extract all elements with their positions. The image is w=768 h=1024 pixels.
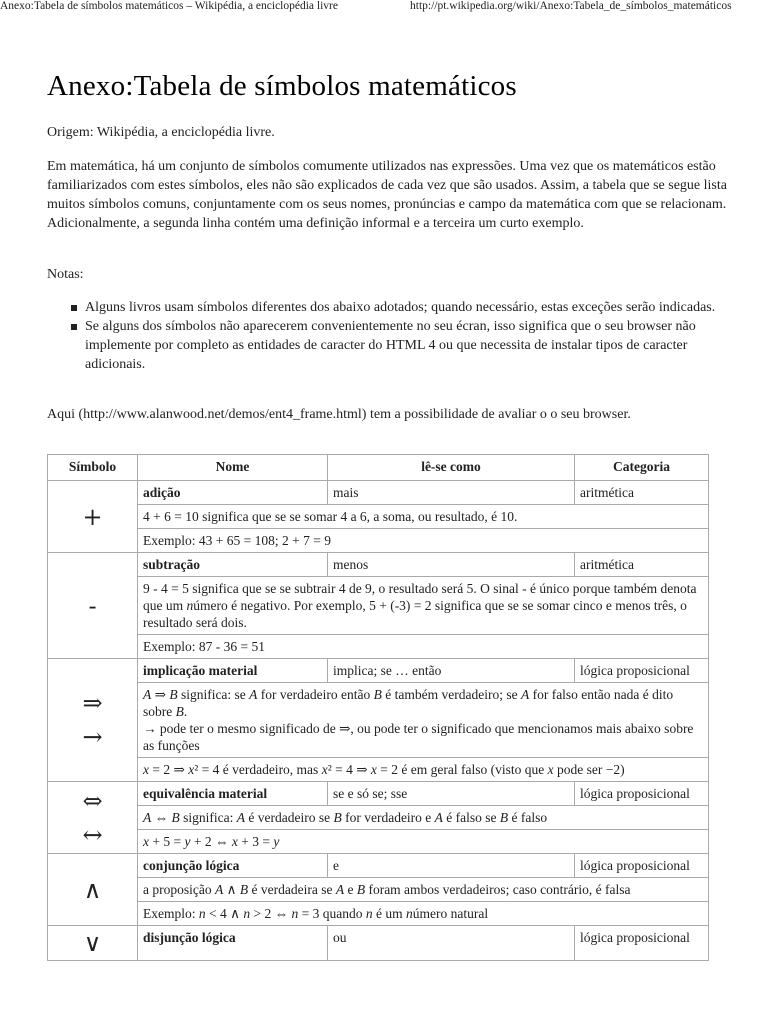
symbols-table bbox=[47, 454, 709, 961]
col-header-symbol: Símbolo bbox=[48, 455, 138, 481]
notes-label: Notas: bbox=[47, 267, 84, 282]
symbol-glyph: - bbox=[88, 591, 97, 620]
col-header-reading: lê-se como bbox=[328, 455, 575, 481]
symbol-glyph: → bbox=[82, 723, 103, 751]
table-row bbox=[48, 659, 709, 683]
symbol-reading: e bbox=[328, 854, 575, 878]
table-row bbox=[48, 553, 709, 577]
table-row bbox=[48, 806, 709, 830]
intro-paragraph: Em matemática, há um conjunto de símbolos comumente utilizados nas expressões. Uma vez que os matemáticos estão familiarizados com estes símbolos, eles não são explicados de cada vez que são usados. Assim, a tabela que se segue lista muitos símbolos comuns, conjuntamente com os seus nomes, pronúncias e campo da matemática com que se relacionam. Adicionalmente, a segunda linha contém uma definição informal e a terceira um curto exemplo. bbox=[47, 159, 727, 231]
origin-text: Origem: Wikipédia, a enciclopédia livre. bbox=[47, 125, 275, 140]
symbol-cell bbox=[48, 659, 138, 782]
symbol-cell bbox=[48, 782, 138, 854]
col-header-name: Nome bbox=[138, 455, 328, 481]
symbol-glyph: ∨ bbox=[83, 929, 102, 957]
table-row bbox=[48, 635, 709, 659]
browser-page-title: Anexo:Tabela de símbolos matemáticos – Wikipédia, a enciclopédia livre bbox=[0, 0, 338, 12]
symbol-example: Exemplo: 43 + 65 = 108; 2 + 7 = 9 bbox=[138, 529, 709, 553]
table-row bbox=[48, 854, 709, 878]
table-header-row bbox=[48, 455, 709, 481]
symbol-reading: se e só se; sse bbox=[328, 782, 575, 806]
symbol-name: equivalência material bbox=[138, 782, 328, 806]
notes-list bbox=[47, 298, 727, 374]
table-row bbox=[48, 505, 709, 529]
symbol-reading: mais bbox=[328, 481, 575, 505]
symbol-name: adição bbox=[138, 481, 328, 505]
table-row bbox=[48, 577, 709, 635]
symbol-definition bbox=[138, 577, 709, 635]
definition-line: → pode ter o mesmo significado de ⇒, ou pode ter o significado que mencionamos mais abaixo sobre as funções bbox=[143, 721, 694, 753]
table-row bbox=[48, 782, 709, 806]
definition-line: a proposição A ∧ B é verdadeira se A e B foram ambos verdadeiros; caso contrário, é falsa bbox=[143, 882, 631, 897]
symbol-example: Exemplo: n < 4 ∧ n > 2 ⇔ n = 3 quando n é um número natural bbox=[138, 902, 709, 926]
bullet-icon bbox=[71, 324, 77, 330]
note-item: Se alguns dos símbolos não aparecerem convenientemente no seu écran, isso significa que o seu browser não implemente por completo as entidades de caracter do HTML 4 ou que necessita de instalar tipos de caracter adicionais. bbox=[47, 317, 727, 374]
symbol-name: implicação material bbox=[138, 659, 328, 683]
table-row bbox=[48, 878, 709, 902]
definition-line: A ⇔ B significa: A é verdadeiro se B for verdadeiro e A é falso se B é falso bbox=[143, 810, 548, 825]
symbol-cell bbox=[48, 926, 138, 961]
table-row bbox=[48, 926, 709, 961]
symbol-category: lógica proposicional bbox=[575, 659, 709, 683]
symbol-reading: implica; se … então bbox=[328, 659, 575, 683]
symbol-cell bbox=[48, 854, 138, 926]
symbol-reading: ou bbox=[328, 926, 575, 961]
symbol-glyph: ⇒ bbox=[82, 689, 103, 717]
browser-url: http://pt.wikipedia.org/wiki/Anexo:Tabela_de_símbolos_matemáticos bbox=[410, 0, 732, 12]
bullet-icon bbox=[71, 305, 77, 311]
definition-line: 9 - 4 = 5 significa que se se subtrair 4 de 9, o resultado será 5. O sinal - é único porque também denota que um número é negativo. Por exemplo, 5 + (-3) = 2 significa que se se somar cinco e menos três, o resultado será dois. bbox=[143, 581, 697, 630]
symbol-name: disjunção lógica bbox=[138, 926, 328, 961]
symbol-name: subtração bbox=[138, 553, 328, 577]
symbol-glyph: ∧ bbox=[83, 875, 102, 904]
definition-line: A ⇒ B significa: se A for verdadeiro então B é também verdadeiro; se A for falso então nada é dito sobre B. bbox=[143, 687, 674, 719]
table-row bbox=[48, 902, 709, 926]
symbol-example: Exemplo: 87 - 36 = 51 bbox=[138, 635, 709, 659]
symbol-definition bbox=[138, 505, 709, 529]
symbol-category: lógica proposicional bbox=[575, 782, 709, 806]
table-row bbox=[48, 758, 709, 782]
browser-test-link-text[interactable]: Aqui (http://www.alanwood.net/demos/ent4_frame.html) tem a possibilidade de avaliar o o seu browser. bbox=[47, 407, 631, 422]
col-header-category: Categoria bbox=[575, 455, 709, 481]
table-row bbox=[48, 529, 709, 553]
table-body bbox=[48, 481, 709, 961]
symbol-reading: menos bbox=[328, 553, 575, 577]
symbol-category: lógica proposicional bbox=[575, 926, 709, 961]
symbol-category: lógica proposicional bbox=[575, 854, 709, 878]
note-item: Alguns livros usam símbolos diferentes dos abaixo adotados; quando necessário, estas exceções serão indicadas. bbox=[47, 298, 727, 317]
table-row bbox=[48, 481, 709, 505]
definition-line: 4 + 6 = 10 significa que se se somar 4 a 6, a soma, ou resultado, é 10. bbox=[143, 509, 518, 524]
symbol-definition bbox=[138, 806, 709, 830]
symbol-cell bbox=[48, 553, 138, 659]
table-row bbox=[48, 683, 709, 758]
table-row bbox=[48, 830, 709, 854]
symbol-definition bbox=[138, 878, 709, 902]
page-title: Anexo:Tabela de símbolos matemáticos bbox=[47, 70, 517, 102]
symbol-definition bbox=[138, 683, 709, 758]
symbol-glyph: ⇔ bbox=[82, 786, 103, 815]
symbol-example: x + 5 = y + 2 ⇔ x + 3 = y bbox=[138, 830, 709, 854]
symbol-category: aritmética bbox=[575, 553, 709, 577]
symbol-cell bbox=[48, 481, 138, 553]
symbol-example: x = 2 ⇒ x² = 4 é verdadeiro, mas x² = 4 ⇒ x = 2 é em geral falso (visto que x pode ser −2) bbox=[138, 758, 709, 782]
symbol-category: aritmética bbox=[575, 481, 709, 505]
symbol-glyph: ↔ bbox=[82, 820, 103, 849]
symbol-glyph: + bbox=[82, 502, 103, 531]
symbol-name: conjunção lógica bbox=[138, 854, 328, 878]
